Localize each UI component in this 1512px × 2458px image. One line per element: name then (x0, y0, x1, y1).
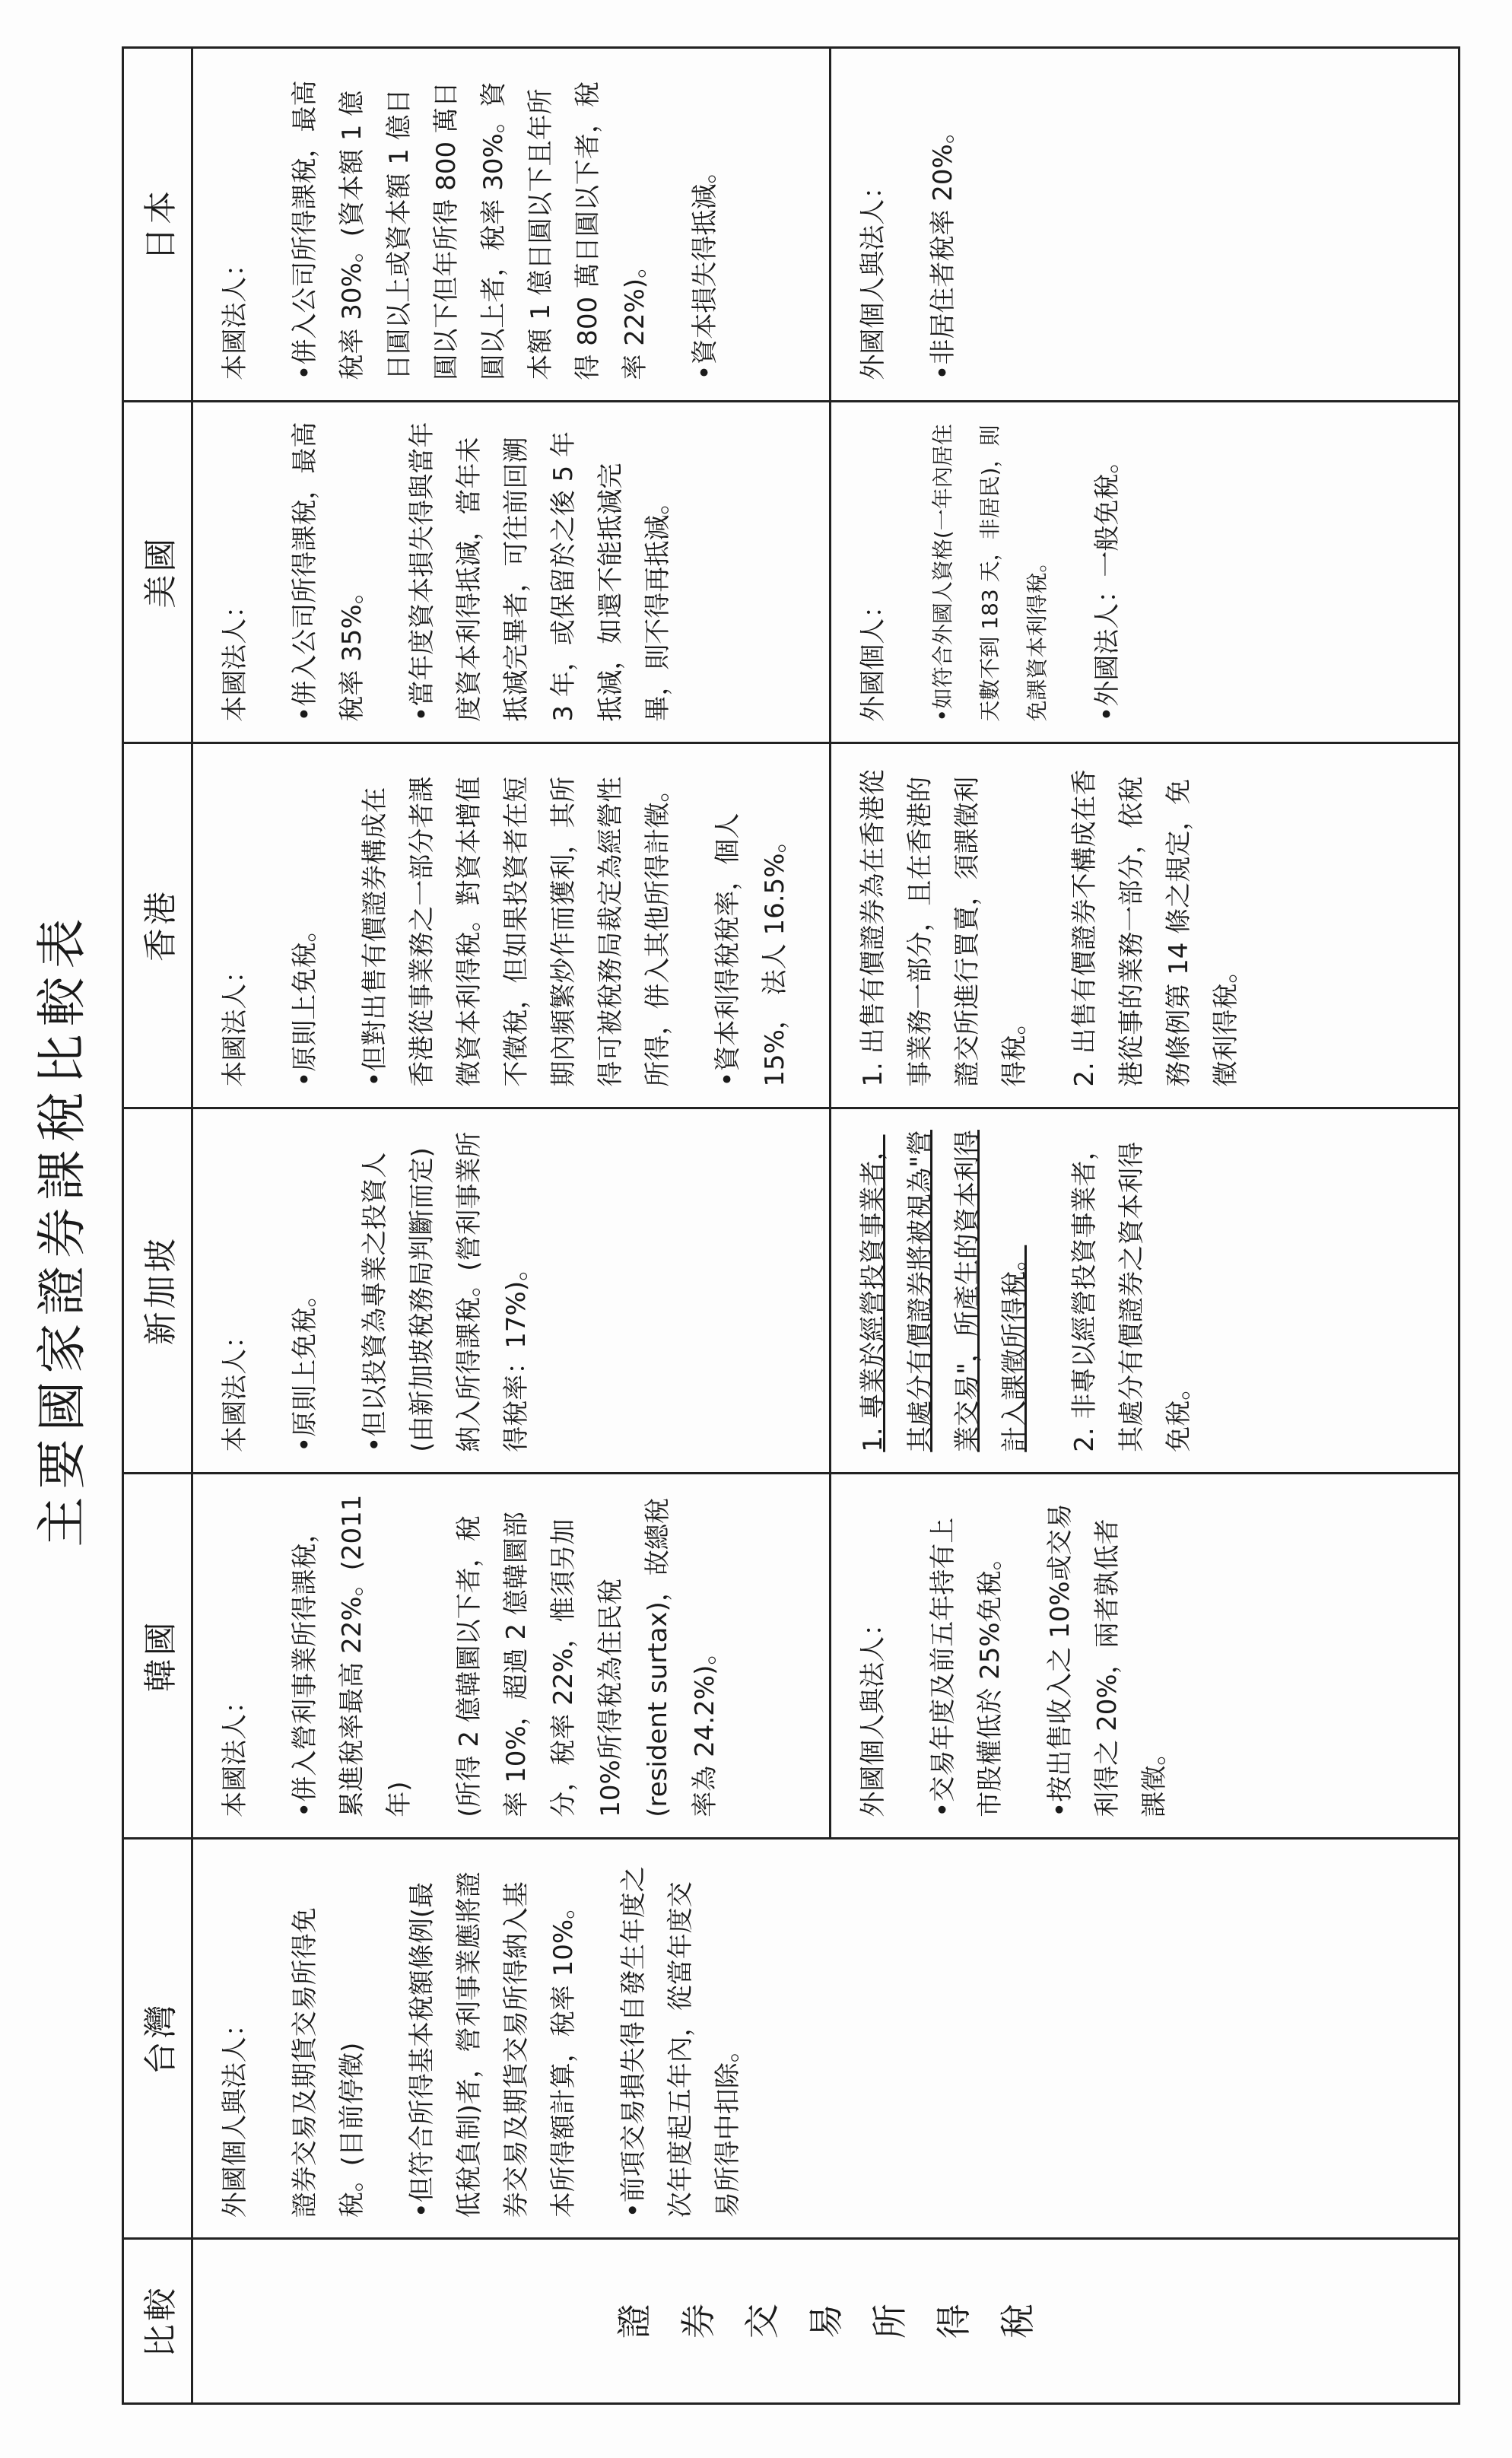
cell-usa-domestic (192, 401, 831, 742)
document-title: 主要國家證券課稅比較表 (33, 911, 91, 1547)
cell-paragraph: •但符合所得基本稅額條例(最低稅負制)者，營利事業應將證券交易及期貨交易所得納入基本所得額計算，稅率 10%。 (407, 1871, 579, 2218)
cell-paragraph: 證券交易及期貨交易所得免稅。(目前停徵) (290, 1907, 367, 2218)
cell-paragraph: 2. 非專以經營投資事業者，其處分有價證券之資本利得免稅。 (1069, 1134, 1194, 1452)
header-taiwan: 台灣 (123, 1838, 192, 2238)
cell-paragraph: •原則上免稅。 (290, 916, 320, 1087)
cell-paragraph: 外國個人與法人： (858, 173, 888, 380)
header-hongkong: 香港 (123, 742, 192, 1108)
cell-paragraph: 2. 出售有價證券不構成在香港從事的業務一部分，依稅務條例第 14 條之規定，免徵利得稅。 (1069, 769, 1241, 1087)
cell-paragraph: •但以投資為專業之投資人(由新加坡稅務局判斷而定)納入所得課稅。(營利事業所得稅率：17%)。 (360, 1131, 532, 1452)
cell-taiwan (192, 1838, 1460, 2238)
cell-paragraph: •交易年度及前五年持有上市股權低於 25%免稅。 (928, 1517, 1005, 1817)
cell-paragraph: •按出售收入之 10%或交易利得之 20%，兩者孰低者課徵。 (1045, 1503, 1170, 1817)
cell-paragraph: 外國個人與法人： (220, 2011, 250, 2218)
cell-singapore-domestic (192, 1108, 831, 1473)
cell-japan-domestic (192, 48, 831, 402)
cell-paragraph: 1. 出售有價證券為在香港從事業務一部分，且在香港的證交所進行買賣，須課徵利得稅。 (858, 769, 1030, 1087)
table-row (192, 48, 831, 2404)
cell-paragraph: •併入公司所得課稅，最高稅率 30%。(資本額 1 億日圓以上或資本額 1 億日圓以下但年所得 800 萬日圓以上者，稅率 30%。資本額 1 億日圓以下且年所得 800 萬日圓以下者，稅率 22%)。 (290, 80, 650, 380)
cell-paragraph: 本國法人： (220, 957, 250, 1087)
cell-korea-foreign (831, 1473, 1460, 1838)
cell-usa-foreign (831, 401, 1460, 742)
header-japan: 日本 (123, 48, 192, 402)
cell-paragraph: •前項交易損失得自發生年度之次年度起五年內，從當年度交易所得中扣除。 (618, 1866, 743, 2218)
cell-paragraph: 本國法人： (220, 250, 250, 380)
header-korea: 韓國 (123, 1473, 192, 1838)
cell-paragraph: •併入公司所得課稅，最高稅率 35%。 (290, 421, 367, 722)
cell-paragraph: 外國個人與法人： (858, 1610, 888, 1817)
cell-paragraph: •外國法人：一般免稅。 (1092, 447, 1123, 722)
cell-paragraph: •當年度資本損失得與當年度資本利得抵減，當年未抵減完畢者，可往前回溯 3 年，或保留於之後 5 年抵減，如還不能抵減完畢，則不得再抵減。 (407, 421, 673, 722)
cell-paragraph: (所得 2 億韓圜以下者，稅率 10%，超過 2 億韓圜部分，稅率 22%，惟須另加 10%所得稅為住民稅(resident surtax)，故總稅率為 24.2%)。 (454, 1498, 720, 1817)
cell-paragraph: •併入營利事業所得課稅，累進稅率最高 22%。(2011 年) (290, 1494, 415, 1817)
header-row (123, 48, 192, 2404)
cell-paragraph: 外國個人： (858, 592, 888, 722)
cell-paragraph: •資本損失得抵減。 (690, 157, 720, 380)
cell-hongkong-foreign (831, 742, 1460, 1108)
cell-paragraph: •非居住者稅率 20%。 (928, 118, 958, 380)
cell-paragraph: 本國法人： (220, 1322, 250, 1452)
cell-paragraph: •原則上免稅。 (290, 1281, 320, 1452)
cell-paragraph: •如符合外國人資格(一年內居住天數不到 183 天，非居民)，則免課資本利得稅。 (930, 424, 1050, 722)
cell-japan-foreign (831, 48, 1460, 402)
cell-korea-domestic (192, 1473, 831, 1838)
row-label-cell (192, 2239, 1460, 2404)
cell-hongkong-domestic (192, 742, 831, 1108)
cell-paragraph: •資本利得稅稅率，個人 15%， 法人 16.5%。 (713, 812, 790, 1087)
cell-paragraph: 1. 專業於經營投資事業者，其處分有價證券將被視為"營業交易"，所產生的資本利得計入課徵所得稅。 (858, 1130, 1030, 1452)
comparison-table (122, 46, 1460, 2405)
header-singapore: 新加坡 (123, 1108, 192, 1473)
header-compare: 比較 (123, 2239, 192, 2404)
cell-paragraph: •但對出售有價證券構成在香港從事業務之一部分者課徵資本利得稅。對資本增值不徵稅，但如果投資者在短期內頻繁炒作而獲利，其所得可被稅務局裁定為經營性所得，併入其他所得計徵。 (360, 776, 673, 1087)
header-usa: 美國 (123, 401, 192, 742)
cell-singapore-foreign (831, 1108, 1460, 1473)
row-label: 證券交易所得稅 (613, 2304, 1038, 2339)
cell-paragraph: 本國法人： (220, 1687, 250, 1817)
cell-paragraph: 本國法人： (220, 592, 250, 722)
